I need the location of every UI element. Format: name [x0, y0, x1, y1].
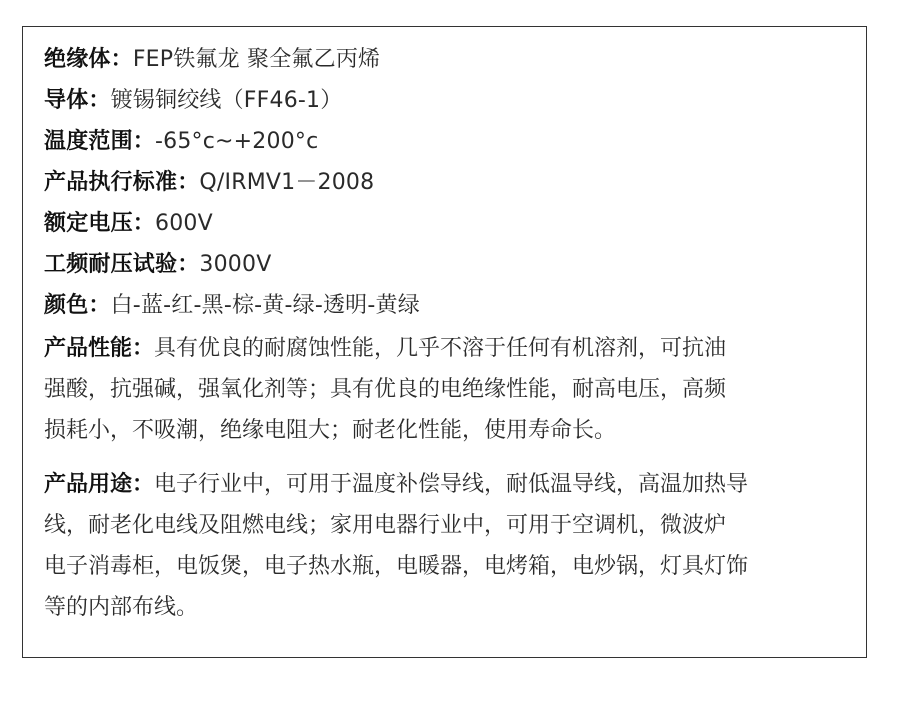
spec-label: 颜色： [44, 293, 111, 318]
spec-colors [44, 292, 420, 320]
paragraph-row: 等的内部布线。 [44, 595, 199, 620]
spec-value: 600V [155, 211, 213, 236]
spec-value: FEP铁氟龙 聚全氟乙丙烯 [132, 47, 381, 72]
usage-label: 产品用途： [44, 472, 155, 497]
spec-box [22, 26, 867, 658]
spec-temp-range [44, 128, 318, 156]
spec-label: 导体： [44, 88, 111, 113]
spec-label: 产品执行标准： [44, 170, 200, 195]
spec-value: 白-蓝-红-黑-棕-黄-绿-透明-黄绿 [110, 293, 420, 318]
spec-rated-voltage [44, 210, 213, 238]
performance-paragraph [44, 328, 864, 451]
performance-label: 产品性能： [44, 336, 155, 361]
paragraph-row [44, 464, 864, 505]
paragraph-row: 损耗小，不吸潮，绝缘电阻大；耐老化性能，使用寿命长。 [44, 418, 617, 443]
spec-conductor [44, 87, 342, 115]
paragraph-text: 电子行业中，可用于温度补偿导线，耐低温导线，高温加热导 [154, 472, 749, 497]
paragraph-row: 电子消毒柜，电饭煲，电子热水瓶，电暖器，电烤箱，电炒锅，灯具灯饰 [44, 554, 749, 579]
usage-paragraph [44, 464, 864, 628]
spec-value: -65°c~+200°c [155, 129, 319, 154]
paragraph-row [44, 328, 864, 369]
paragraph-row: 强酸，抗强碱，强氧化剂等；具有优良的电绝缘性能，耐高电压，高频 [44, 377, 727, 402]
paragraph-text: 具有优良的耐腐蚀性能，几乎不溶于任何有机溶剂，可抗油 [154, 336, 727, 361]
spec-label: 额定电压： [44, 211, 156, 236]
spec-insulation [44, 46, 380, 74]
spec-value: 镀锡铜绞线（FF46-1） [110, 88, 343, 113]
spec-test-voltage [44, 251, 271, 279]
spec-label: 温度范围： [44, 129, 156, 154]
spec-value: 3000V [199, 252, 272, 277]
spec-standard [44, 169, 374, 197]
paragraph-row: 线，耐老化电线及阻燃电线；家用电器行业中，可用于空调机，微波炉 [44, 513, 727, 538]
spec-label: 工频耐压试验： [44, 252, 200, 277]
spec-value: Q/IRMV1－2008 [199, 170, 375, 195]
spec-label: 绝缘体： [44, 47, 133, 72]
